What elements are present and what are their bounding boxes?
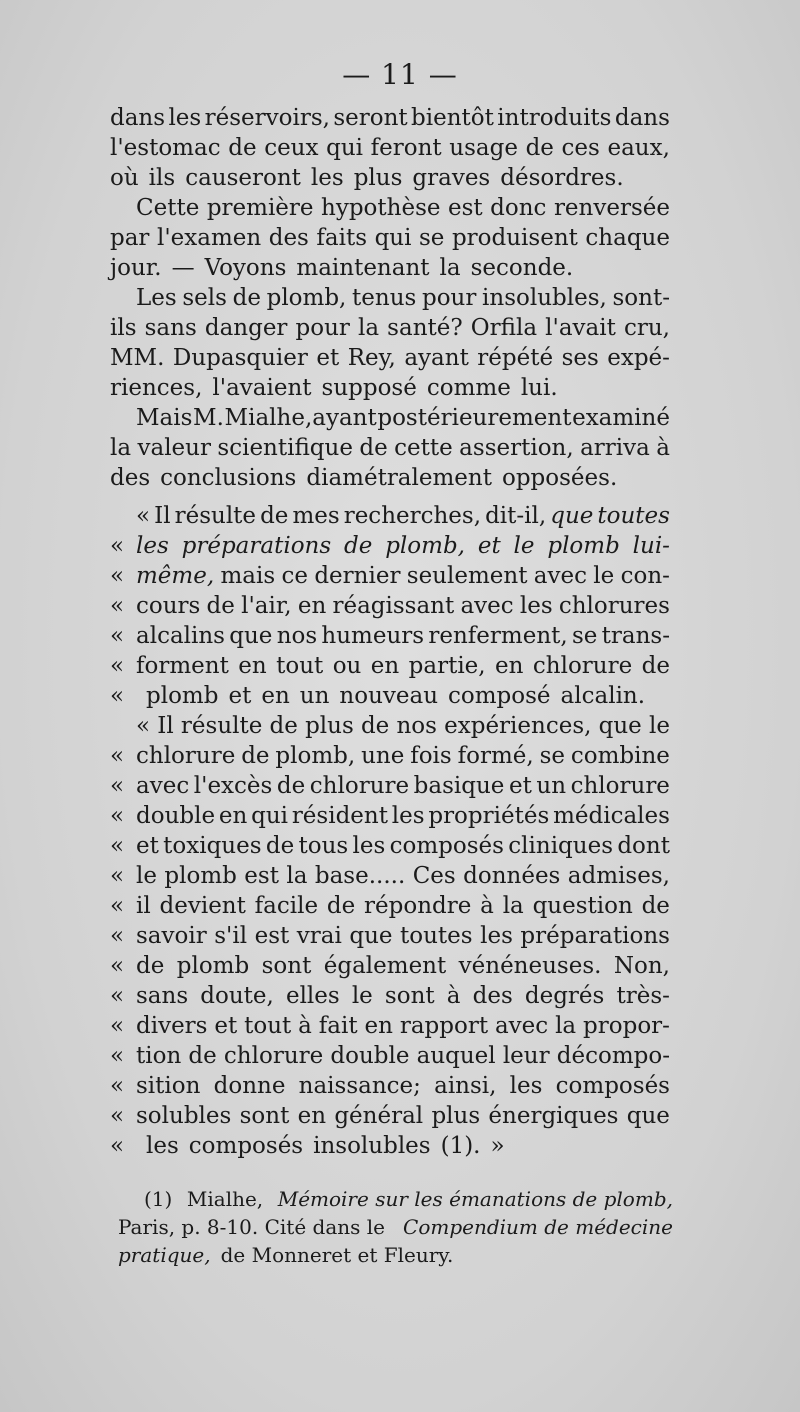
quote-mark: «	[110, 833, 125, 859]
quote-mark: «	[110, 803, 125, 829]
quote-mark: «	[110, 533, 125, 559]
footnote-text: Paris, p. 8-10. Cité dans le	[118, 1215, 385, 1239]
page-number: — 11 —	[342, 58, 458, 91]
quote-mark: «	[110, 623, 125, 649]
text-line: Les sels de plomb, tenus pour insolubles, sont-	[136, 285, 670, 311]
quote-line: « sans doute, elles le sont à des degrés très-	[110, 983, 670, 1009]
text-line: Cette première hypothèse est donc renversée	[136, 195, 670, 221]
quote-mark: «	[110, 653, 125, 679]
quote-line: « le plomb est la base..... Ces données admises,	[110, 863, 670, 889]
quote-mark: «	[110, 893, 125, 919]
footnote-marker: (1)	[144, 1187, 173, 1211]
quote-line: « les composés insolubles (1). »	[110, 1133, 505, 1159]
quote-mark: «	[110, 683, 125, 709]
quote-mark: «	[110, 563, 125, 589]
footnote-line	[118, 1241, 673, 1269]
text-line: l'estomac de ceux qui feront usage de ces eaux,	[110, 135, 670, 161]
quote-line: « alcalins que nos humeurs renferment, se trans-	[110, 623, 670, 649]
text-line: par l'examen des faits qui se produisent chaque	[110, 225, 670, 251]
quote-line: « savoir s'il est vrai que toutes les préparations	[110, 923, 670, 949]
text-line: jour. — Voyons maintenant la seconde.	[110, 255, 574, 281]
quote-line: « divers et tout à fait en rapport avec la propor-	[110, 1013, 670, 1039]
footnote-italic: Compendium de médecine	[403, 1215, 673, 1239]
quote-line: « sition donne naissance; ainsi, les composés	[110, 1073, 670, 1099]
quote-line: « forment en tout ou en partie, en chlorure de	[110, 653, 670, 679]
quote-line: « double en qui résident les propriétés médicales	[110, 803, 670, 829]
text-line: MM. Dupasquier et Rey, ayant répété ses expé-	[110, 345, 670, 371]
quote-line: « Il résulte de mes recherches, dit-il, que toutes	[136, 503, 670, 529]
text-line: ils sans danger pour la santé? Orfila l'avait cru,	[110, 315, 670, 341]
footnote-line	[118, 1213, 673, 1241]
quote-line: « tion de chlorure double auquel leur décompo-	[110, 1043, 670, 1069]
quote-mark: «	[110, 1073, 125, 1099]
quote-mark: «	[110, 1043, 125, 1069]
quote-line: « solubles sont en général plus énergiques que	[110, 1103, 670, 1129]
quote-mark: «	[110, 953, 125, 979]
footnote-title: Mémoire sur les émanations de plomb,	[277, 1187, 673, 1211]
quote-line: « même, mais ce dernier seulement avec le con-	[110, 563, 670, 589]
text-line: riences, l'avaient supposé comme lui.	[110, 375, 558, 401]
quote-line: « chlorure de plomb, une fois formé, se combine	[110, 743, 670, 769]
text-line: « Il résulte de plus de nos expériences, que le	[136, 713, 670, 739]
quote-line: « les préparations de plomb, et le plomb lui-	[110, 533, 670, 559]
quote-line: « cours de l'air, en réagissant avec les chlorures	[110, 593, 670, 619]
footnote	[118, 1185, 673, 1269]
text-line: dans les réservoirs, seront bientôt introduits dans	[110, 105, 670, 131]
text-line: la valeur scientifique de cette assertion, arriva à	[110, 435, 670, 461]
quote-line: « plomb et en un nouveau composé alcalin.	[110, 683, 646, 709]
quote-mark: «	[110, 743, 125, 769]
footnote-italic: pratique,	[118, 1243, 211, 1267]
quote-mark: «	[110, 983, 125, 1009]
quote-line: « il devient facile de répondre à la question de	[110, 893, 670, 919]
footnote-line	[118, 1185, 673, 1213]
text-line: Mais M. Mialhe,ayant postérieurement examiné	[136, 405, 670, 431]
quote-line: « et toxiques de tous les composés cliniques dont	[110, 833, 670, 859]
quote-mark: «	[110, 923, 125, 949]
quote-mark: «	[110, 593, 125, 619]
quote-mark: «	[110, 1103, 125, 1129]
footnote-text: de Monneret et Fleury.	[220, 1243, 454, 1267]
text-line: des conclusions diamétralement opposées.	[110, 465, 618, 491]
footnote-author: Mialhe,	[186, 1187, 264, 1211]
quote-line: « avec l'excès de chlorure basique et un chlorure	[110, 773, 670, 799]
quote-mark: «	[110, 863, 125, 889]
quote-mark: «	[110, 1133, 125, 1159]
quote-line: « de plomb sont également vénéneuses. Non,	[110, 953, 670, 979]
body-text	[110, 103, 670, 1161]
quote-mark: «	[110, 1013, 125, 1039]
text-line: où ils causeront les plus graves désordres.	[110, 165, 624, 191]
quote-mark: «	[110, 773, 125, 799]
